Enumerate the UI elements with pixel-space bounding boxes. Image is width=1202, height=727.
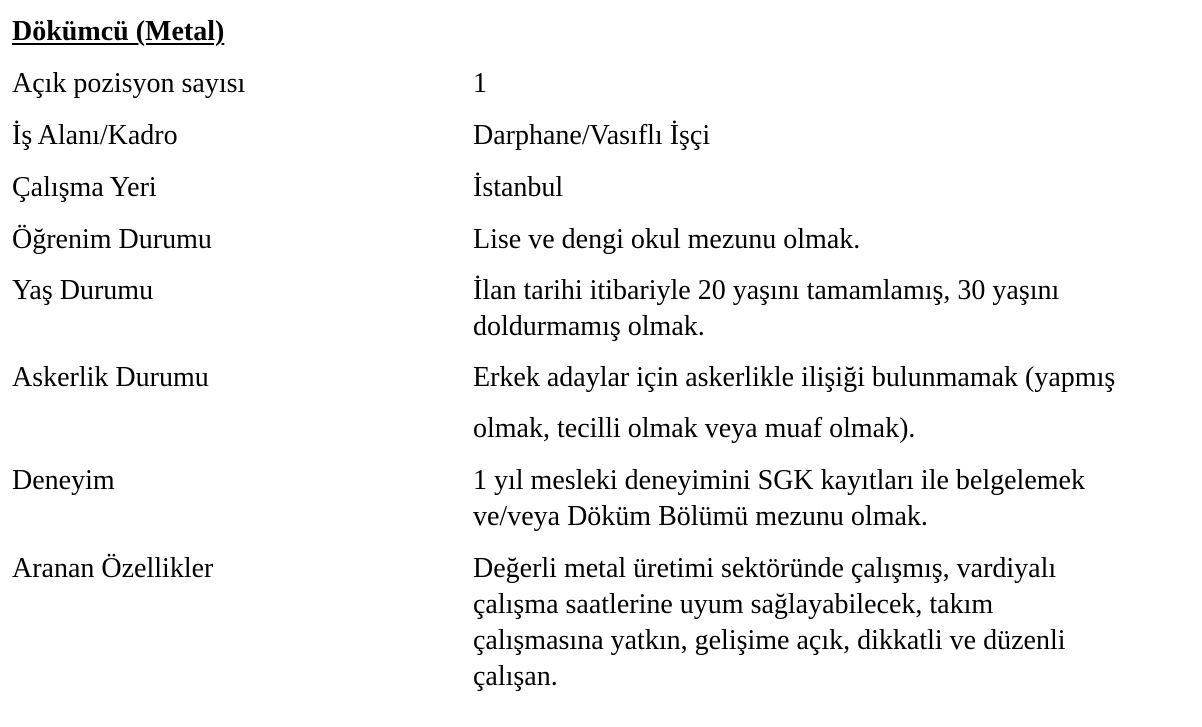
value-line: çalışmasına yatkın, gelişime açık, dikkatli ve düzenli [473, 625, 1066, 656]
value-line: çalışma saatlerine uyum sağlayabilecek, takım [473, 589, 994, 620]
value-line: olmak, tecilli olmak veya muaf olmak). [473, 413, 916, 444]
value-line: Darphane/Vasıflı İşçi [473, 120, 711, 151]
row-label-work-area: İş Alanı/Kadro [12, 120, 178, 151]
row-value-work-area [473, 118, 1198, 154]
row-value-open-positions [473, 66, 1198, 102]
row-value-age [473, 273, 1198, 345]
row-label-education: Öğrenim Durumu [12, 224, 212, 255]
value-line: Değerli metal üretimi sektöründe çalışmış, vardiyalı [473, 553, 1057, 584]
row-label-open-positions: Açık pozisyon sayısı [12, 68, 246, 99]
row-label-experience: Deneyim [12, 465, 115, 496]
value-line: çalışan. [473, 661, 558, 692]
value-line: 1 yıl mesleki deneyimini SGK kayıtları ile belgelemek [473, 465, 1085, 496]
row-value-experience [473, 463, 1198, 535]
value-line: İstanbul [473, 172, 564, 203]
value-line: doldurmamış olmak. [473, 311, 705, 342]
value-line: Erkek adaylar için askerlikle ilişiği bulunmamak (yapmış [473, 362, 1116, 393]
value-line: Lise ve dengi okul mezunu olmak. [473, 224, 861, 255]
row-value-education [473, 222, 1198, 258]
row-value-qualifications [473, 551, 1198, 695]
row-label-work-location: Çalışma Yeri [12, 172, 157, 203]
row-value-military [473, 360, 1198, 447]
value-line: 1 [473, 68, 487, 99]
row-label-qualifications: Aranan Özellikler [12, 553, 214, 584]
value-line: İlan tarihi itibariyle 20 yaşını tamamlamış, 30 yaşını [473, 275, 1060, 306]
value-line: ve/veya Döküm Bölümü mezunu olmak. [473, 501, 928, 532]
page-title: Dökümcü (Metal) [12, 16, 225, 47]
row-label-military: Askerlik Durumu [12, 362, 209, 393]
row-value-work-location [473, 170, 1198, 206]
row-label-age: Yaş Durumu [12, 275, 154, 306]
